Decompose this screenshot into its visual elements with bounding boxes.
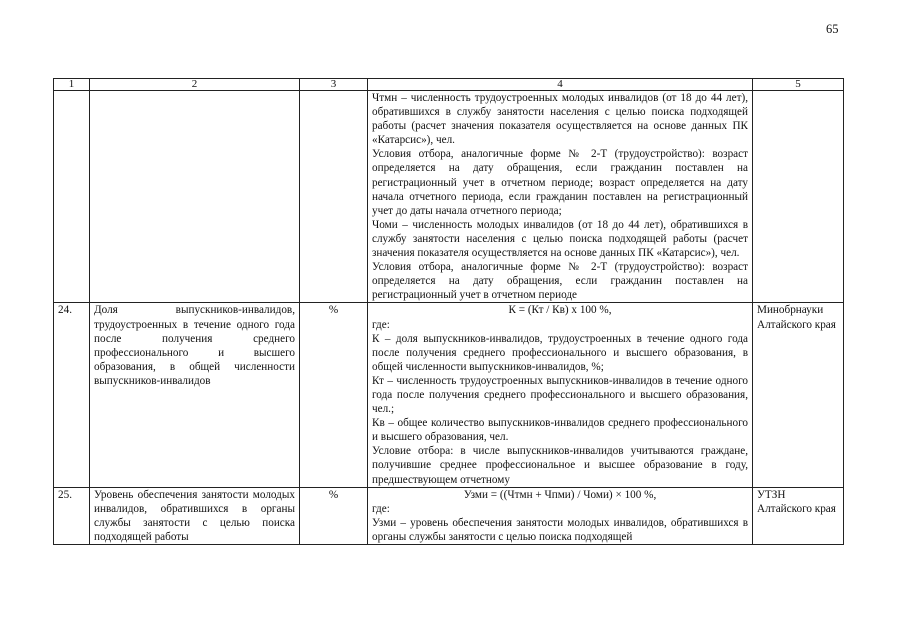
table-row-24 (54, 303, 844, 487)
formula: К = (Кт / Кв) х 100 %, (508, 304, 612, 317)
formula: Узми = ((Чтмн + Чпми) / Чоми) × 100 %, (463, 488, 657, 501)
page-number: 65 (826, 22, 839, 36)
indicator-unit: % (300, 303, 368, 487)
method-paragraph: Кт – численность трудоустроенных выпускников-инвалидов в течение одного года после получения среднего профессионального и высшего образования, чел.; (372, 374, 748, 416)
indicator-name: Доля выпускников-инвалидов, трудоустроенных в течение одного года после получения среднего профессионального и высшего образования, в общей численности выпускников-инвалидов (90, 303, 300, 487)
row-number: 25. (54, 487, 90, 544)
method-paragraph: Условие отбора: в числе выпускников-инвалидов учитываются граждане, получившие среднее профессиональное и высшее образование в году, предшествующем отчетному (372, 445, 748, 486)
table-row-continuation (54, 91, 844, 303)
column-header-5: 5 (753, 79, 844, 91)
method-paragraph: Кв – общее количество выпускников-инвалидов среднего профессионального и высшего образования, чел. (372, 417, 748, 444)
indicators-table (53, 78, 844, 545)
method-paragraph: Чоми – численность молодых инвалидов (от 18 до 44 лет), обратившихся в службу занятости населения с целью поиска подходящей работы (расчет значения показателя осуществляется на основе данных ПК «Катарсис»), чел. (372, 218, 748, 260)
method-paragraph: Чтмн – численность трудоустроенных молодых инвалидов (от 18 до 44 лет), обратившихся в службу занятости населения с целью поиска подходящей работы (расчет значения показателя осуществляется на основе данных ПК «Катарсис»), чел. (372, 92, 748, 147)
method-paragraph: Узми – уровень обеспечения занятости молодых инвалидов, обратившихся в органы службы занятости с целью поиска подходящей (372, 516, 748, 543)
indicator-name (90, 91, 300, 303)
indicator-name: Уровень обеспечения занятости молодых инвалидов, обратившихся в органы службы занятости с целью поиска подходящей работы (90, 487, 300, 544)
column-header-2: 2 (90, 79, 300, 91)
data-source (753, 91, 844, 303)
method-paragraph: Условия отбора, аналогичные форме № 2-Т (трудоустройство): возраст определяется на дату обращения, если гражданин поставлен на регистрационный учет в отчетном периоде; возраст определяется на дату начала отчетного периода, если гражданин поставлен на регистрационный учет до даты начала отчетного периода; (372, 148, 748, 217)
method-paragraph: Условия отбора, аналогичные форме № 2-Т (трудоустройство): возраст определяется на дату обращения, если гражданин поставлен на регистрационный учет в отчетном периоде (372, 261, 748, 302)
row-number: 24. (54, 303, 90, 487)
indicator-unit: % (300, 487, 368, 544)
table-header-row (54, 79, 844, 91)
indicator-unit (300, 91, 368, 303)
table-row-25 (54, 487, 844, 544)
data-source: Минобрнауки Алтайского края (753, 303, 844, 487)
column-header-1: 1 (54, 79, 90, 91)
column-header-3: 3 (300, 79, 368, 91)
calculation-method (368, 91, 753, 303)
where-label: где: (372, 318, 390, 331)
data-source: УТЗН Алтайского края (753, 487, 844, 544)
where-label: где: (372, 502, 390, 515)
calculation-method (368, 303, 753, 487)
row-number (54, 91, 90, 303)
method-paragraph: К – доля выпускников-инвалидов, трудоустроенных в течение одного года после получения среднего профессионального и высшего образования, в общей численности выпускников-инвалидов, %; (372, 332, 748, 373)
column-header-4: 4 (368, 79, 753, 91)
calculation-method (368, 487, 753, 544)
